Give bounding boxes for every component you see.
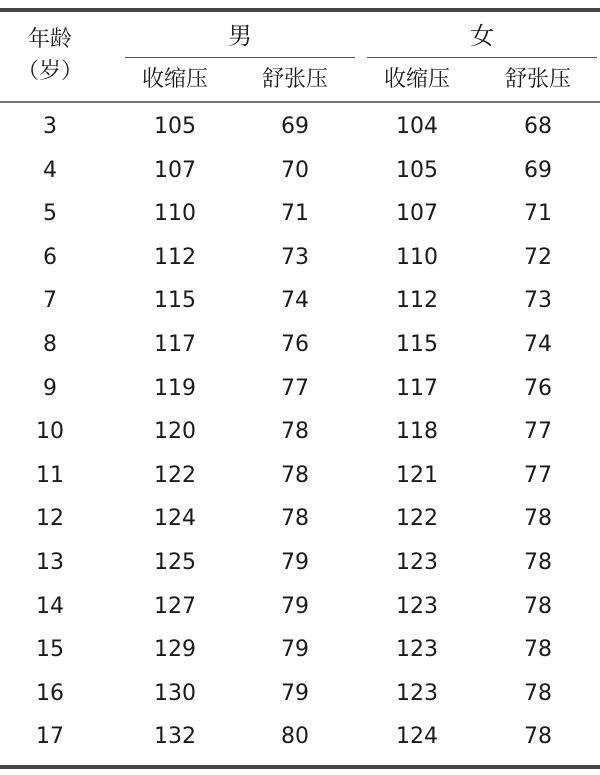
- table-cell-female-diastolic: 78: [524, 594, 552, 619]
- table-cell-age: 9: [43, 376, 57, 401]
- table-cell-age: 14: [36, 594, 64, 619]
- table-cell-female-systolic: 112: [396, 288, 438, 313]
- table-cell-female-systolic: 110: [396, 245, 438, 270]
- table-cell-female-diastolic: 68: [524, 114, 552, 139]
- table-cell-male-diastolic: 79: [281, 594, 309, 619]
- table-cell-male-systolic: 110: [154, 201, 196, 226]
- table-cell-male-systolic: 124: [154, 506, 196, 531]
- table-cell-age: 10: [36, 419, 64, 444]
- table-cell-female-diastolic: 78: [524, 724, 552, 749]
- table-cell-female-systolic: 123: [396, 594, 438, 619]
- table-cell-male-systolic: 132: [154, 724, 196, 749]
- table-cell-age: 11: [36, 463, 64, 488]
- table-cell-male-diastolic: 73: [281, 245, 309, 270]
- table-cell-male-diastolic: 76: [281, 332, 309, 357]
- table-cell-male-systolic: 115: [154, 288, 196, 313]
- subheader-male-diastolic: 舒张压: [261, 67, 328, 92]
- subheader-female-diastolic: 舒张压: [504, 67, 571, 92]
- table-cell-female-systolic: 104: [396, 114, 438, 139]
- table-cell-age: 3: [43, 114, 57, 139]
- male-group-underline: [125, 57, 355, 58]
- table-cell-male-systolic: 125: [154, 550, 196, 575]
- table-cell-male-diastolic: 80: [281, 724, 309, 749]
- group-header-male: 男: [228, 22, 252, 50]
- table-cell-female-diastolic: 74: [524, 332, 552, 357]
- table-cell-female-systolic: 121: [396, 463, 438, 488]
- table-cell-age: 7: [43, 288, 57, 313]
- table-cell-female-diastolic: 76: [524, 376, 552, 401]
- table-cell-female-diastolic: 73: [524, 288, 552, 313]
- table-cell-male-diastolic: 79: [281, 637, 309, 662]
- table-cell-male-diastolic: 70: [281, 158, 309, 183]
- table-cell-female-systolic: 123: [396, 637, 438, 662]
- table-cell-male-systolic: 129: [154, 637, 196, 662]
- table-cell-age: 8: [43, 332, 57, 357]
- table-cell-female-systolic: 124: [396, 724, 438, 749]
- table-cell-female-systolic: 118: [396, 419, 438, 444]
- table-cell-male-systolic: 122: [154, 463, 196, 488]
- table-cell-male-systolic: 107: [154, 158, 196, 183]
- header-bottom-rule: [0, 101, 600, 103]
- table-cell-age: 6: [43, 245, 57, 270]
- female-group-underline: [367, 57, 597, 58]
- table-cell-female-diastolic: 72: [524, 245, 552, 270]
- subheader-male-systolic: 收缩压: [141, 67, 208, 92]
- table-cell-male-diastolic: 78: [281, 463, 309, 488]
- table-cell-male-diastolic: 69: [281, 114, 309, 139]
- table-cell-female-systolic: 105: [396, 158, 438, 183]
- group-header-female: 女: [470, 22, 494, 50]
- table-bottom-rule: [0, 765, 600, 769]
- table-cell-female-systolic: 123: [396, 550, 438, 575]
- table-cell-female-systolic: 122: [396, 506, 438, 531]
- age-header-line1: 年龄: [27, 27, 72, 52]
- table-cell-male-diastolic: 71: [281, 201, 309, 226]
- table-cell-female-diastolic: 77: [524, 463, 552, 488]
- table-cell-female-diastolic: 78: [524, 506, 552, 531]
- table-cell-female-systolic: 115: [396, 332, 438, 357]
- age-header: [10, 24, 90, 88]
- table-cell-male-systolic: 117: [154, 332, 196, 357]
- table-cell-age: 4: [43, 158, 57, 183]
- table-cell-male-diastolic: 74: [281, 288, 309, 313]
- table-cell-age: 13: [36, 550, 64, 575]
- table-cell-female-diastolic: 71: [524, 201, 552, 226]
- table-cell-male-systolic: 119: [154, 376, 196, 401]
- table-cell-male-diastolic: 77: [281, 376, 309, 401]
- table-cell-female-systolic: 117: [396, 376, 438, 401]
- age-header-line2: （岁）: [16, 59, 83, 84]
- table-cell-age: 12: [36, 506, 64, 531]
- subheader-female-systolic: 收缩压: [383, 67, 450, 92]
- table-cell-male-diastolic: 78: [281, 506, 309, 531]
- table-top-rule: [0, 8, 600, 12]
- table-cell-female-systolic: 107: [396, 201, 438, 226]
- table-cell-age: 16: [36, 681, 64, 706]
- table-cell-male-diastolic: 79: [281, 550, 309, 575]
- table-cell-age: 5: [43, 201, 57, 226]
- table-cell-male-systolic: 130: [154, 681, 196, 706]
- table-cell-male-systolic: 120: [154, 419, 196, 444]
- table-cell-female-diastolic: 77: [524, 419, 552, 444]
- table-cell-male-systolic: 112: [154, 245, 196, 270]
- table-cell-female-diastolic: 78: [524, 681, 552, 706]
- table-cell-male-diastolic: 79: [281, 681, 309, 706]
- table-cell-age: 15: [36, 637, 64, 662]
- table-cell-female-diastolic: 78: [524, 550, 552, 575]
- table-cell-male-systolic: 127: [154, 594, 196, 619]
- table-cell-male-diastolic: 78: [281, 419, 309, 444]
- table-cell-female-diastolic: 78: [524, 637, 552, 662]
- table-cell-female-diastolic: 69: [524, 158, 552, 183]
- table-cell-female-systolic: 123: [396, 681, 438, 706]
- table-cell-male-systolic: 105: [154, 114, 196, 139]
- table-cell-age: 17: [36, 724, 64, 749]
